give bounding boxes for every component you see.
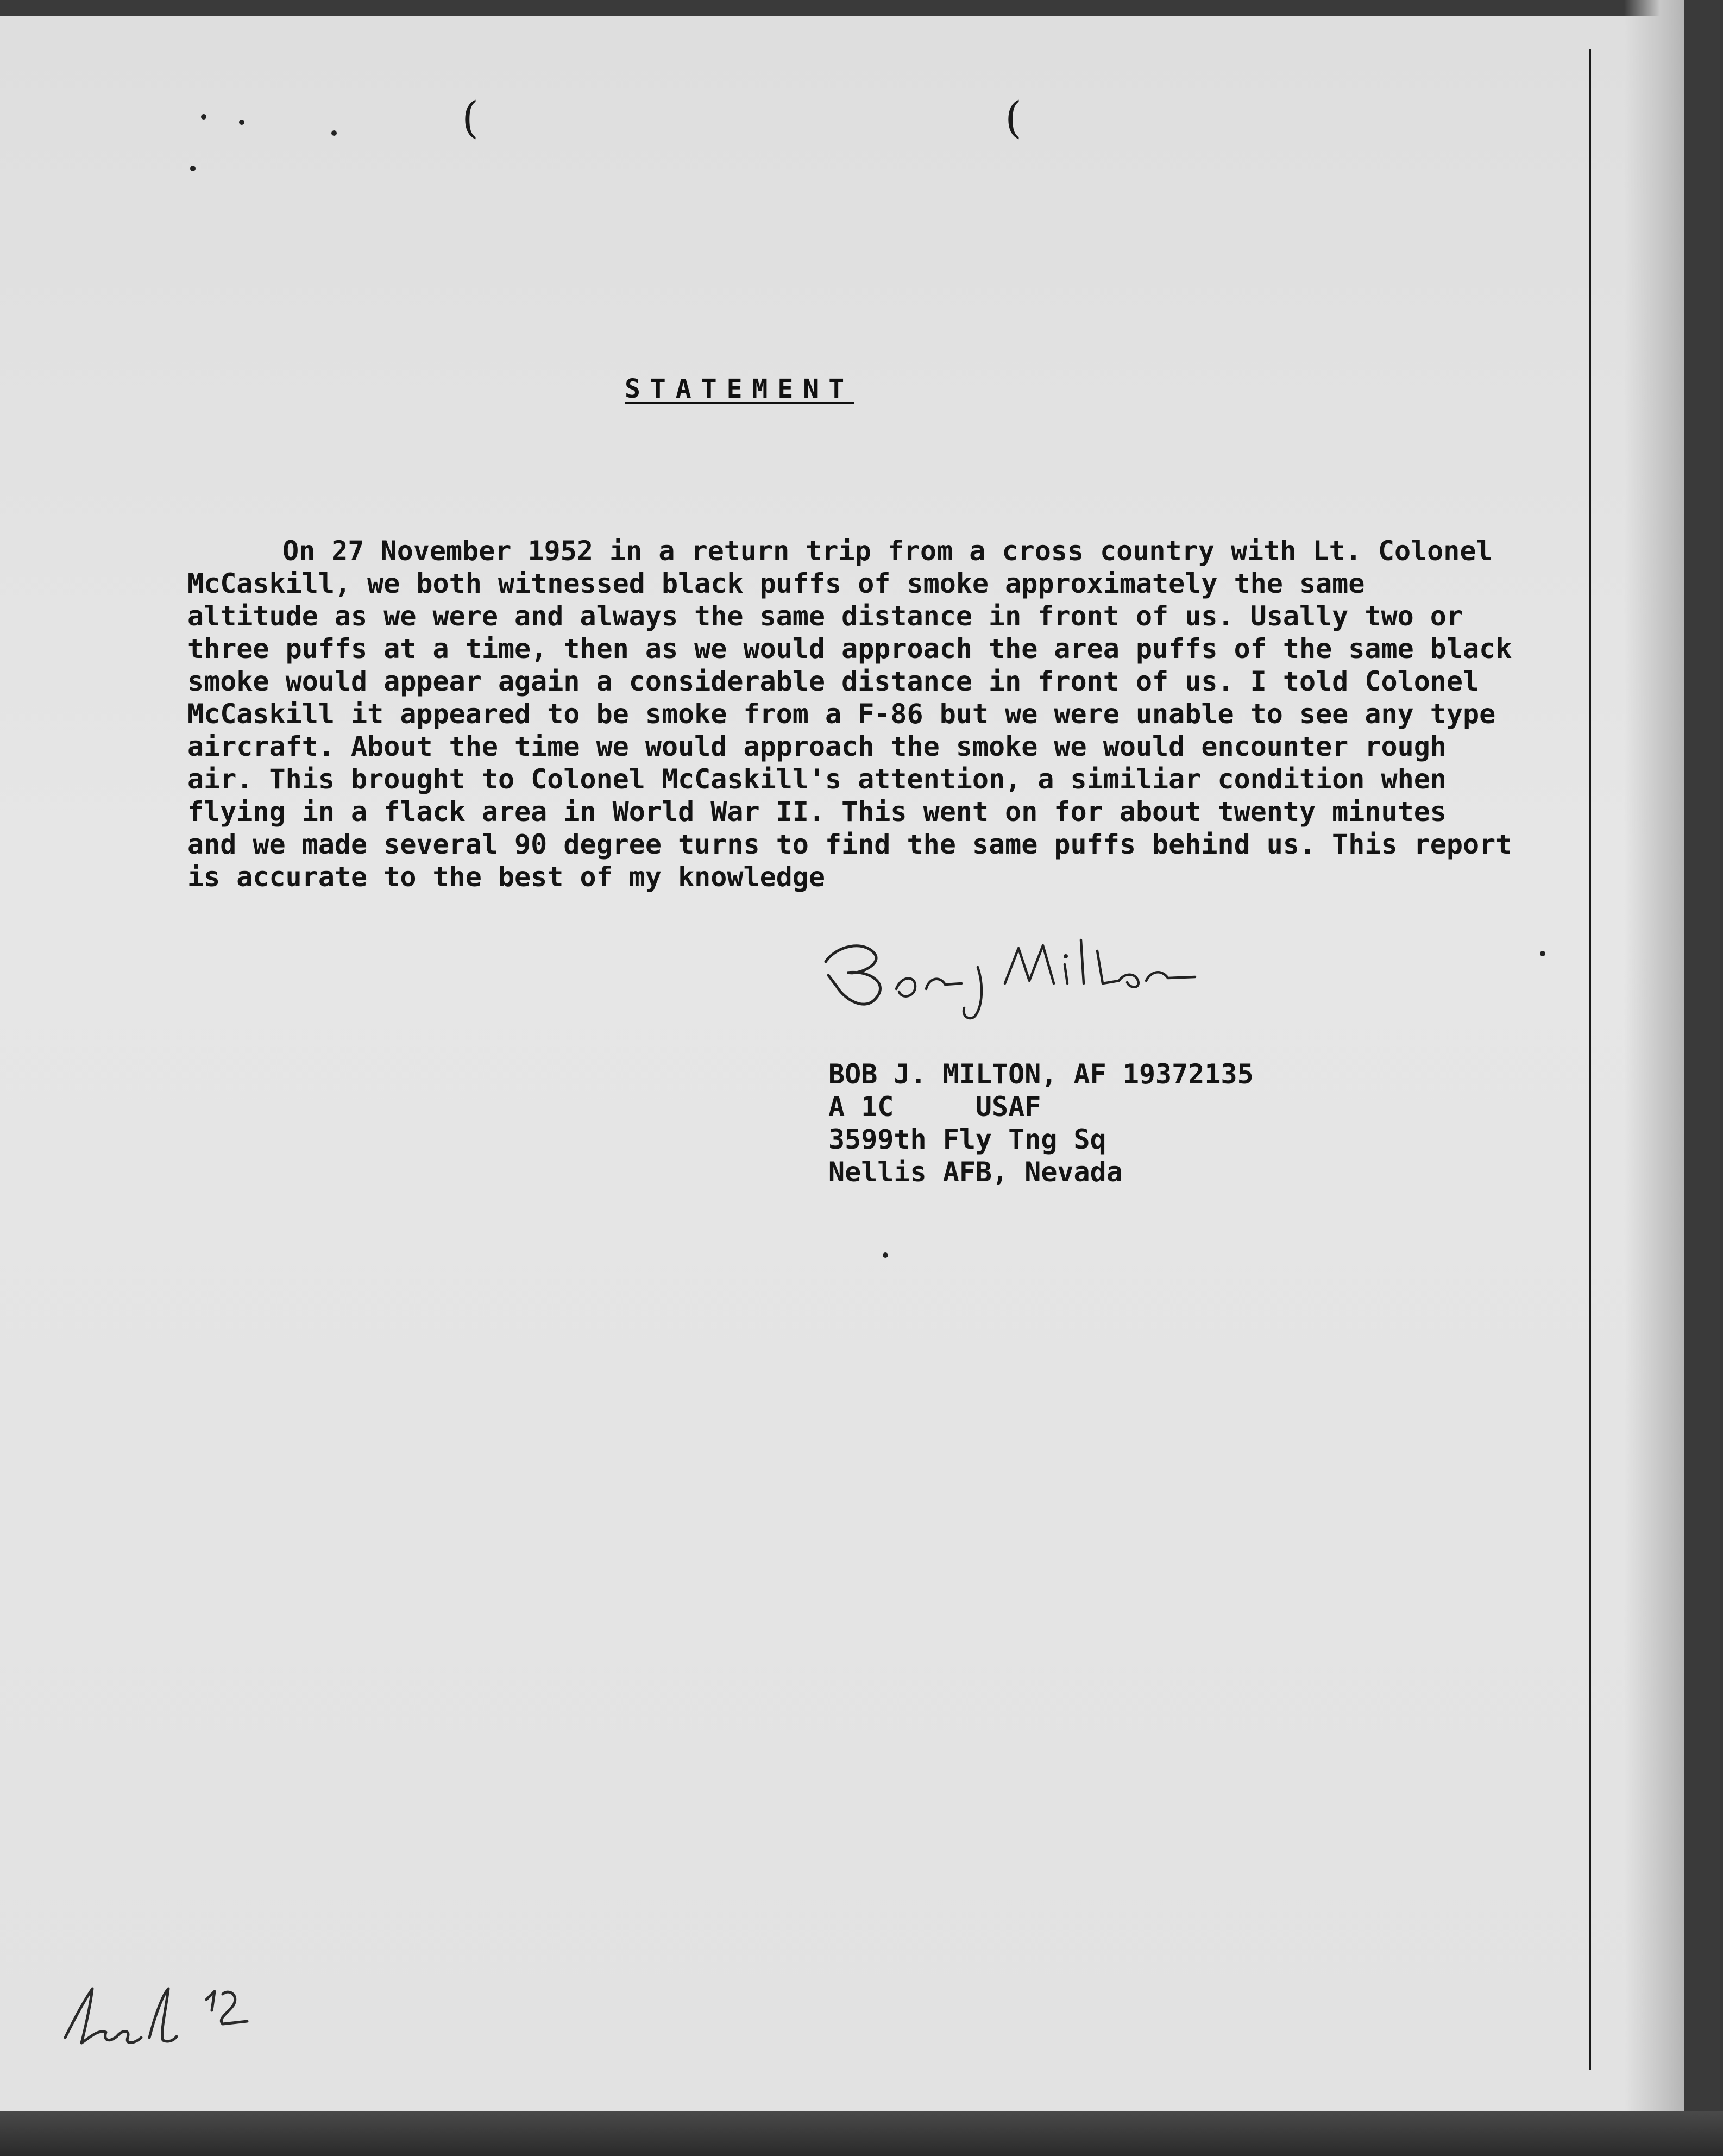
scan-bottom-edge: [0, 2111, 1723, 2156]
signatory-unit: 3599th Fly Tng Sq: [828, 1124, 1106, 1155]
page-edge-shadow: [1624, 0, 1684, 2119]
speck: [190, 166, 196, 171]
header-paren-right: (: [1005, 92, 1022, 143]
header-paren-left: (: [462, 92, 479, 143]
signatory-rank: A 1C USAF: [828, 1091, 1041, 1123]
body-line: three puffs at a time, then as we would approach the area puffs of the same black: [187, 633, 1512, 665]
speck: [331, 130, 337, 136]
body-line: altitude as we were and always the same distance in front of us. Usally two or: [187, 600, 1463, 632]
speck: [1540, 951, 1545, 956]
right-margin-rule: [1589, 49, 1591, 2070]
signatory-name: BOB J. MILTON, AF 19372135: [828, 1058, 1254, 1090]
signatory-base: Nellis AFB, Nevada: [828, 1156, 1123, 1188]
speck: [239, 120, 244, 125]
statement-title: STATEMENT: [625, 374, 854, 404]
margin-note-handwritten: [60, 1978, 277, 2059]
body-line: is accurate to the best of my knowledge: [187, 861, 825, 893]
body-line: aircraft. About the time we would approach the smoke we would encounter rough: [187, 731, 1447, 762]
body-line: McCaskill it appeared to be smoke from a F-86 but we were unable to see any type: [187, 698, 1496, 730]
body-line: smoke would appear again a considerable distance in front of us. I told Colonel: [187, 666, 1480, 697]
body-line: McCaskill, we both witnessed black puffs of smoke approximately the same: [187, 568, 1365, 599]
speck: [883, 1252, 888, 1258]
body-line: and we made several 90 degree turns to find the same puffs behind us. This report: [187, 829, 1512, 860]
body-line: air. This brought to Colonel McCaskill's attention, a similiar condition when: [187, 763, 1447, 795]
handwritten-signature: [815, 924, 1206, 1021]
speck: [201, 114, 206, 120]
body-line: flying in a flack area in World War II. This went on for about twenty minutes: [187, 796, 1447, 828]
body-line: On 27 November 1952 in a return trip from a cross country with Lt. Colonel: [282, 535, 1493, 567]
